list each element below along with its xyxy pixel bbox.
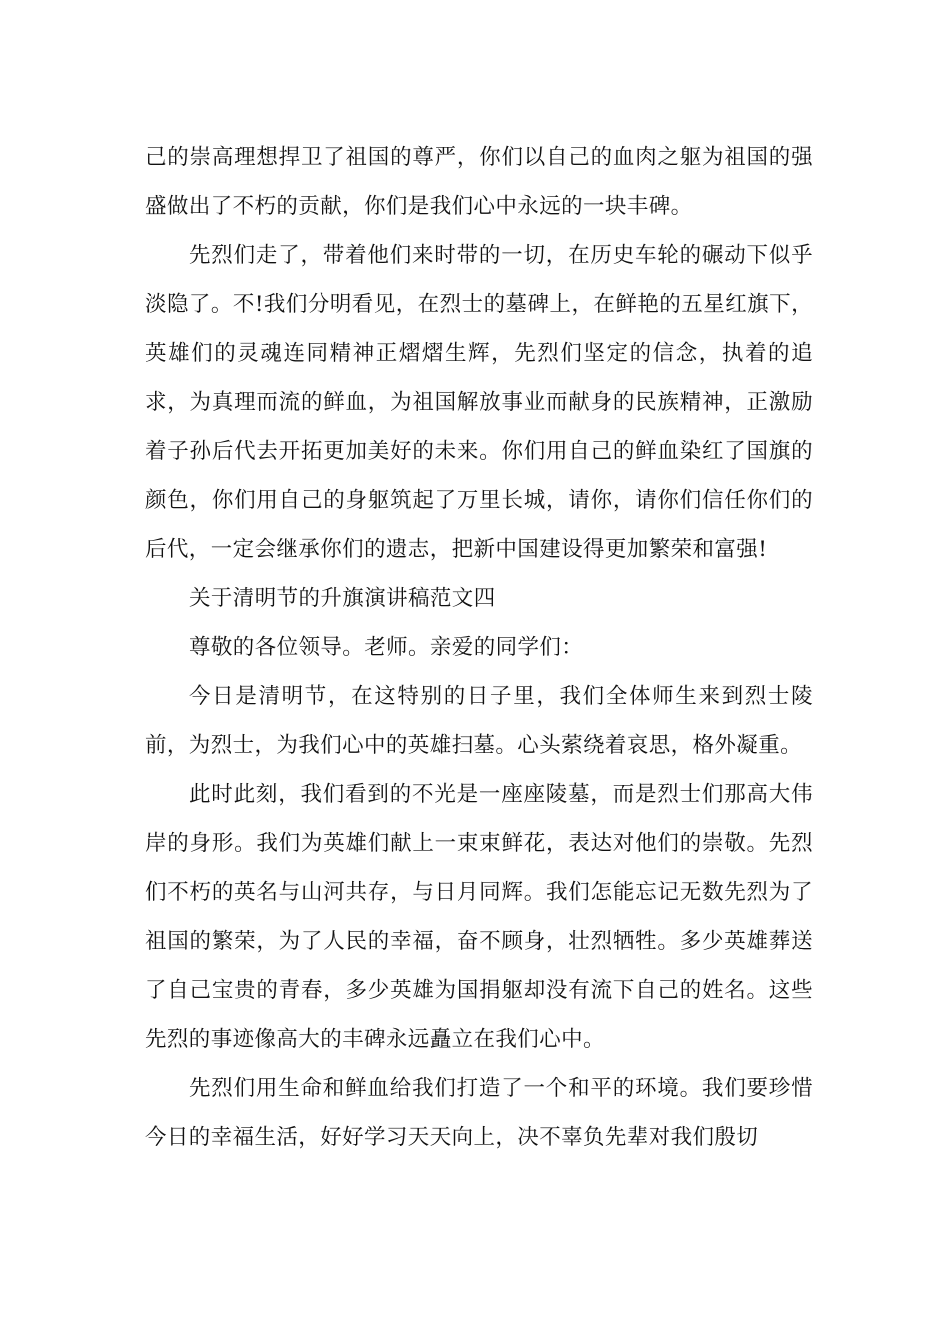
salutation: 尊敬的各位领导。老师。亲爱的同学们： — [189, 635, 584, 660]
paragraph-martyrs-legacy: 先烈们走了，带着他们来时带的一切，在历史车轮的碾动下似乎淡隐了。不!我们分明看见，在烈士的墓碑上，在鲜艳的五星红旗下，英雄们的灵魂连同精神正熠熠生辉，先烈们坚定的信念，执着的追求，为真理而流的鲜血，为祖国解放事业而献身的民族精神，正激励着子孙后代去开拓更加美好的未来。你们用自己的鲜血染红了国旗的颜色，你们用自己的身躯筑起了万里长城，请你，请你们信任你们的后代，一定会继承你们的遗志，把新中国建设得更加繁荣和富强! — [145, 243, 813, 562]
paragraph-continuation: 己的崇高理想捍卫了祖国的尊严，你们以自己的血肉之躯为祖国的强盛做出了不朽的贡献，你们是我们心中永远的一块丰碑。 — [145, 145, 813, 219]
document-body — [145, 133, 813, 1162]
paragraph-tribute: 此时此刻，我们看到的不光是一座座陵墓，而是烈士们那高大伟岸的身形。我们为英雄们献上一束束鲜花，表达对他们的崇敬。先烈们不朽的英名与山河共存，与日月同辉。我们怎能忘记无数先烈为了祖国的繁荣，为了人民的幸福，奋不顾身，壮烈牺牲。多少英雄葬送了自己宝贵的青春，多少英雄为国捐躯却没有流下自己的姓名。这些先烈的事迹像高大的丰碑永远矗立在我们心中。 — [145, 782, 813, 1052]
section-heading: 关于清明节的升旗演讲稿范文四 — [189, 586, 496, 611]
paragraph-qingming-intro: 今日是清明节，在这特别的日子里，我们全体师生来到烈士陵前，为烈士，为我们心中的英雄扫墓。心头萦绕着哀思，格外凝重。 — [145, 684, 813, 758]
paragraph-peace: 先烈们用生命和鲜血给我们打造了一个和平的环境。我们要珍惜今日的幸福生活，好好学习天天向上，决不辜负先辈对我们殷切 — [145, 1076, 813, 1150]
